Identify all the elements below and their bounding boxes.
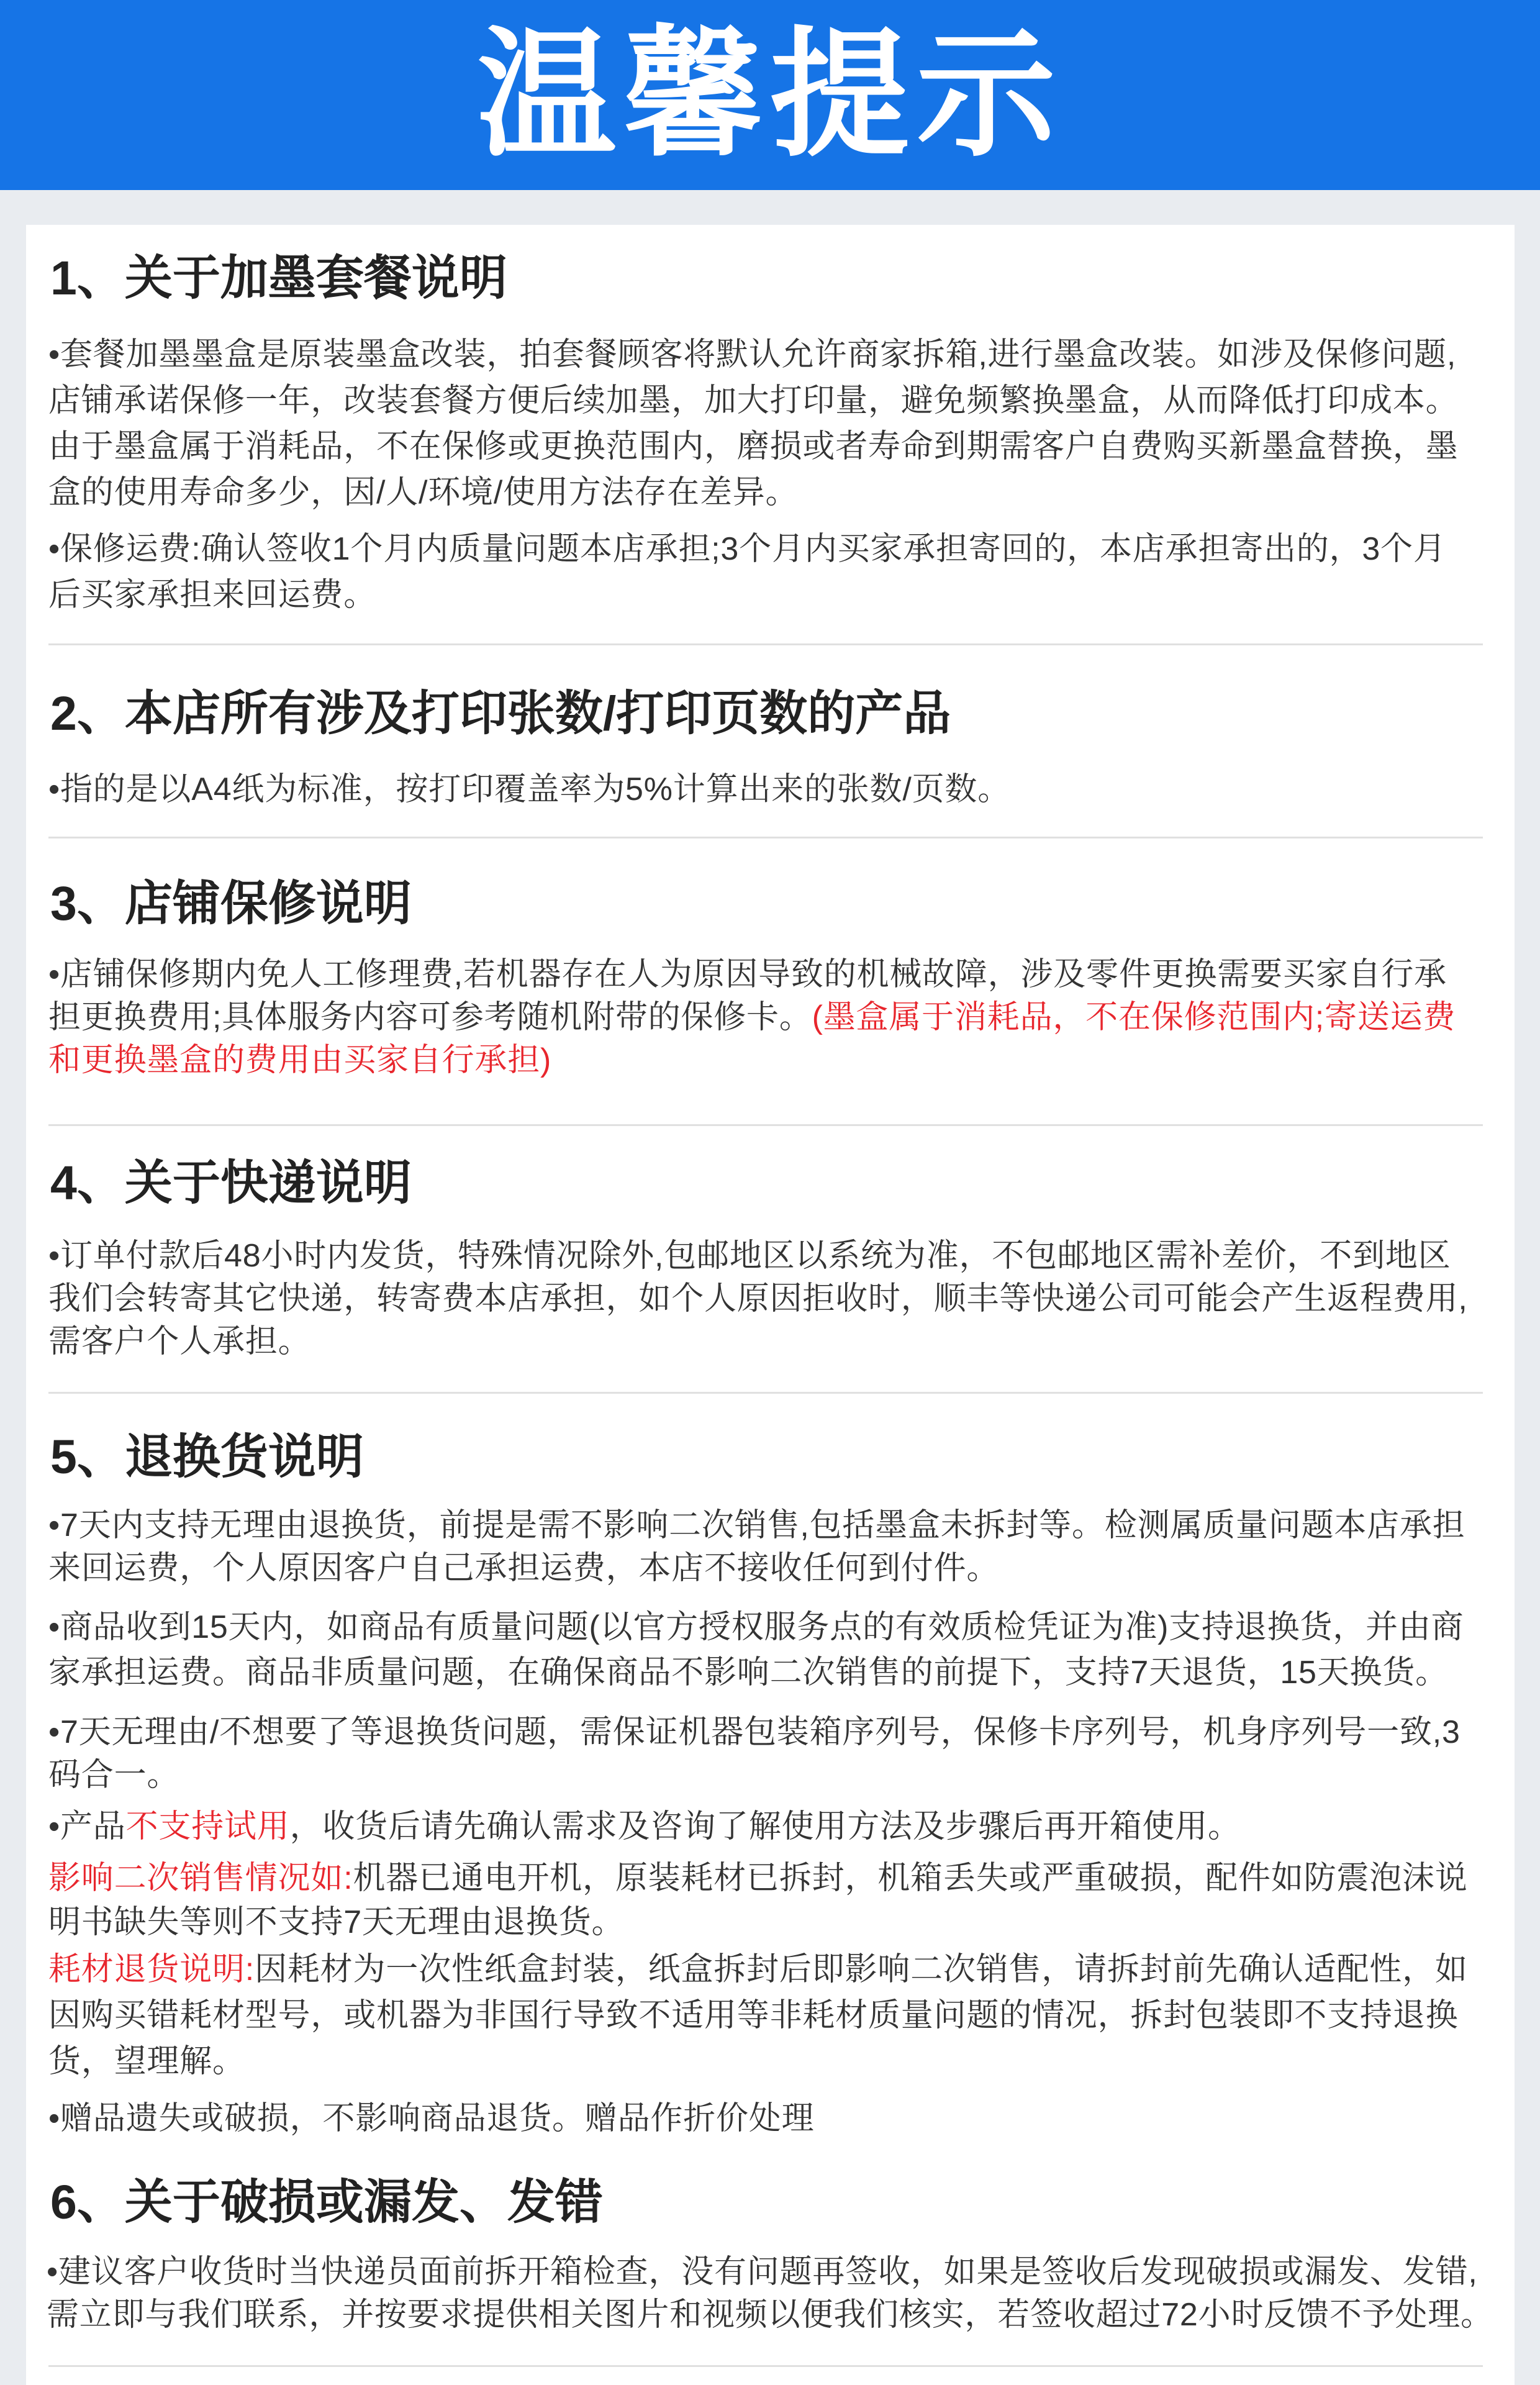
- highlight-text: 和更换墨盒的费用由买家自行承担): [48, 1042, 552, 1078]
- notice-card: [26, 225, 1515, 2385]
- text-line: 需客户个人承担。: [48, 1324, 311, 1360]
- section-heading: 2、本店所有涉及打印张数/打印页数的产品: [50, 687, 951, 740]
- text-line: 来回运费，个人原因客户自己承担运费，本店不接收任何到付件。: [48, 1550, 1000, 1586]
- text-segment: 机器已通电开机，原装耗材已拆封，机箱丢失或严重破损，配件如防震泡沫说: [353, 1860, 1468, 1896]
- section-divider: [48, 2365, 1483, 2367]
- header-banner: [0, 0, 1540, 190]
- text-line: •赠品遗失或破损，不影响商品退货。赠品作折价处理: [48, 2101, 815, 2137]
- text-line: 货，望理解。: [48, 2043, 245, 2079]
- page-title: 温馨提示: [477, 14, 1063, 176]
- section-divider: [48, 837, 1483, 838]
- highlight-text: (墨盒属于消耗品，不在保修范围内;寄送运费: [812, 999, 1456, 1035]
- text-line: •订单付款后48小时内发货，特殊情况除外,包邮地区以系统为准，不包邮地区需补差价，不到地区: [48, 1238, 1451, 1274]
- text-segment: •产品: [48, 1809, 126, 1845]
- text-line: [48, 996, 1502, 1039]
- paragraph: [48, 1605, 1502, 1696]
- text-line: •店铺保修期内免人工修理费,若机器存在人为原因导致的机械故障，涉及零件更换需要买家自行承: [48, 956, 1447, 993]
- text-line: [48, 1805, 1502, 1848]
- section-heading: 4、关于快递说明: [50, 1156, 412, 1210]
- text-segment: 因耗材为一次性纸盒封装，纸盒拆封后即影响二次销售，请拆封前先确认适配性，如: [255, 1951, 1468, 1988]
- section-heading: 6、关于破损或漏发、发错: [50, 2176, 603, 2229]
- section-heading: 5、退换货说明: [50, 1430, 364, 1484]
- section-divider: [48, 643, 1483, 645]
- paragraph: [47, 2251, 1500, 2337]
- paragraph: [48, 1235, 1502, 1363]
- text-line: 明书缺失等则不支持7天无理由退换货。: [48, 1904, 625, 1940]
- text-line: 后买家承担来回运费。: [48, 577, 377, 613]
- section-heading: 1、关于加墨套餐说明: [50, 252, 507, 305]
- text-line: 盒的使用寿命多少，因/人/环境/使用方法存在差异。: [48, 475, 799, 511]
- paragraph: [48, 1504, 1502, 1590]
- section-divider: [48, 1392, 1483, 1394]
- highlight-text: 影响二次销售情况如:: [48, 1860, 353, 1896]
- text-line: •建议客户收货时当快递员面前拆开箱检查，没有问题再签收，如果是签收后发现破损或漏发、发错,: [47, 2254, 1478, 2290]
- text-line: •套餐加墨墨盒是原装墨盒改装，拍套餐顾客将默认允许商家拆箱,进行墨盒改装。如涉及保修问题,: [48, 337, 1457, 373]
- paragraph: [48, 1856, 1502, 1945]
- text-line: •7天内支持无理由退换货，前提是需不影响二次销售,包括墨盒未拆封等。检测属质量问题本店承担: [48, 1507, 1465, 1543]
- text-line: 码合一。: [48, 1757, 180, 1793]
- text-line: •保修运费:确认签收1个月内质量问题本店承担;3个月内买家承担寄回的，本店承担寄出的，3个月: [48, 531, 1446, 567]
- text-line: 因购买错耗材型号，或机器为非国行导致不适用等非耗材质量问题的情况，拆封包装即不支持退换: [48, 1997, 1459, 2033]
- text-line: 家承担运费。商品非质量问题，在确保商品不影响二次销售的前提下，支持7天退货，15天换货。: [48, 1655, 1448, 1691]
- text-line: 由于墨盒属于消耗品，不在保修或更换范围内，磨损或者寿命到期需客户自费购买新墨盒替换，墨: [48, 429, 1459, 465]
- text-segment: 担更换费用;具体服务内容可参考随机附带的保修卡。: [48, 999, 812, 1035]
- text-line: •商品收到15天内，如商品有质量问题(以官方授权服务点的有效质检凭证为准)支持退换货，并由商: [48, 1609, 1464, 1645]
- highlight-text: 耗材退货说明:: [48, 1951, 255, 1988]
- paragraph: [48, 526, 1502, 618]
- paragraph: [48, 2097, 1502, 2140]
- paragraph: [48, 1711, 1502, 1797]
- paragraph: [48, 953, 1502, 1082]
- text-line: [48, 1947, 1502, 1992]
- text-segment: ，收货后请先确认需求及咨询了解使用方法及步骤后再开箱使用。: [289, 1809, 1241, 1845]
- paragraph: [48, 332, 1502, 516]
- text-line: 我们会转寄其它快递，转寄费本店承担，如个人原因拒收时，顺丰等快递公司可能会产生返程费用,: [48, 1281, 1468, 1317]
- highlight-text: 不支持试用: [125, 1809, 290, 1845]
- paragraph: [48, 766, 1502, 812]
- paragraph: [48, 1947, 1502, 2084]
- text-line: [48, 1039, 1502, 1082]
- text-line: •指的是以A4纸为标准，按打印覆盖率为5%计算出来的张数/页数。: [48, 771, 1011, 807]
- paragraph: [48, 1805, 1502, 1848]
- text-line: •7天无理由/不想要了等退换货问题，需保证机器包装箱序列号，保修卡序列号，机身序列号一致,3: [48, 1714, 1461, 1750]
- section-divider: [48, 1124, 1483, 1126]
- text-line: 需立即与我们联系，并按要求提供相关图片和视频以便我们核实，若签收超过72小时反馈不予处理。: [47, 2297, 1493, 2333]
- text-line: 店铺承诺保修一年，改装套餐方便后续加墨，加大打印量，避免频繁换墨盒，从而降低打印成本。: [48, 383, 1459, 419]
- section-heading: 3、店铺保修说明: [50, 877, 412, 930]
- text-line: [48, 1856, 1502, 1901]
